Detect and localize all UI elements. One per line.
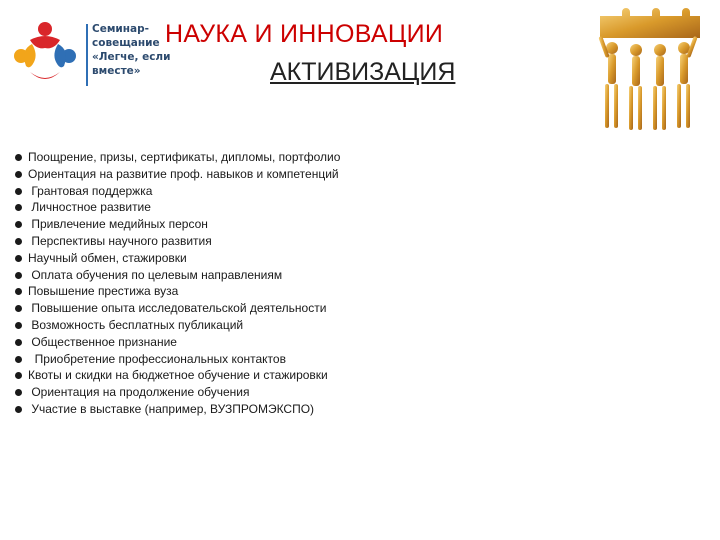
list-item	[14, 183, 340, 200]
list-item	[14, 367, 340, 384]
logo-line: совещание	[92, 37, 160, 49]
page-title: НАУКА И ИННОВАЦИИ	[165, 20, 444, 48]
list-item	[14, 334, 340, 351]
bullet-icon	[15, 305, 22, 312]
list-item-text: Поощрение, призы, сертификаты, дипломы, портфолио	[28, 150, 341, 164]
bullet-icon	[15, 204, 22, 211]
list-item	[14, 250, 340, 267]
list-item-text: Ориентация на развитие проф. навыков и компетенций	[28, 166, 339, 181]
golden-figures-holding-puzzle-icon	[592, 8, 704, 138]
list-item-text: Приобретение профессиональных контактов	[28, 351, 286, 366]
list-item	[14, 166, 340, 183]
list-item	[14, 384, 340, 401]
bullet-icon	[15, 255, 22, 262]
list-item-text: Оплата обучения по целевым направлениям	[28, 267, 283, 282]
list-item	[14, 199, 340, 216]
bullet-icon	[15, 238, 22, 245]
list-item	[14, 216, 340, 233]
bullet-icon	[15, 272, 22, 279]
list-item-text: Участие в выставке (например, ВУЗПРОМЭКСПО)	[28, 401, 315, 416]
page-subtitle: АКТИВИЗАЦИЯ	[270, 58, 456, 86]
list-item-text: Личностное развитие	[28, 200, 151, 215]
list-item-text: Ориентация на продолжение обучения	[28, 385, 250, 400]
list-item-text: Повышение опыта исследовательской деятельности	[28, 301, 327, 316]
benefits-list	[14, 149, 340, 418]
bullet-icon	[15, 372, 22, 379]
bullet-icon	[15, 356, 22, 363]
list-item	[14, 283, 340, 300]
logo-line: «Легче, если	[92, 51, 171, 63]
bullet-icon	[15, 339, 22, 346]
list-item	[14, 401, 340, 418]
bullet-icon	[15, 288, 22, 295]
logo-people-icon	[10, 20, 80, 90]
logo	[10, 14, 170, 94]
bullet-icon	[15, 171, 22, 178]
list-item-text: Повышение престижа вуза	[28, 284, 179, 299]
bullet-icon	[15, 322, 22, 329]
bullet-icon	[15, 154, 22, 161]
logo-line: вместе»	[92, 65, 141, 77]
logo-line: Семинар-	[92, 23, 149, 35]
logo-divider	[86, 24, 88, 86]
list-item-text: Возможность бесплатных публикаций	[28, 317, 244, 332]
list-item	[14, 267, 340, 284]
bullet-icon	[15, 389, 22, 396]
list-item-text: Научный обмен, стажировки	[28, 250, 187, 265]
list-item	[14, 351, 340, 368]
list-item	[14, 233, 340, 250]
list-item	[14, 149, 340, 166]
list-item-text: Привлечение медийных персон	[28, 217, 208, 232]
list-item	[14, 300, 340, 317]
list-item-text: Общественное признание	[28, 334, 177, 349]
list-item-text: Перспективы научного развития	[28, 233, 212, 248]
bullet-icon	[15, 406, 22, 413]
list-item-text: Квоты и скидки на бюджетное обучение и стажировки	[28, 368, 328, 383]
bullet-icon	[15, 221, 22, 228]
list-item	[14, 317, 340, 334]
list-item-text: Грантовая поддержка	[28, 183, 153, 198]
bullet-icon	[15, 188, 22, 195]
